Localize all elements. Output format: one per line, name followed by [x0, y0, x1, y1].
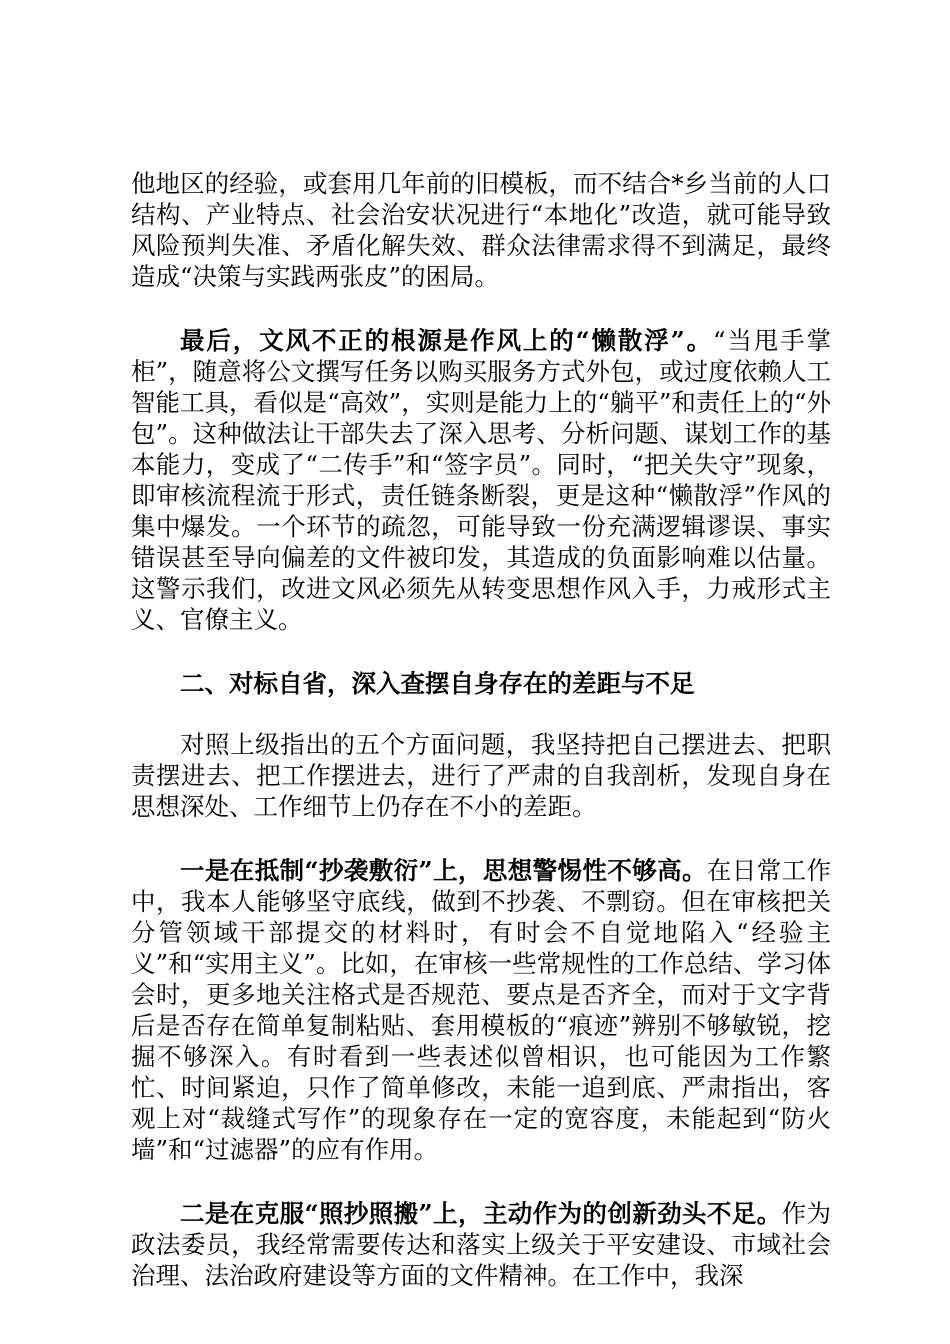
section-heading: 二、对标自省，深入查摆自身存在的差距与不足 — [180, 669, 695, 698]
paragraph-lead: 最后，文风不正的根源是作风上的“懒散浮”。 — [180, 326, 713, 355]
paragraph-intro: 对照上级指出的五个方面问题，我坚持把自己摆进去、把职责摆进去、把工作摆进去，进行了严肃的自我剖析，发现自身在思想深处、工作细节上仍存在不小的差距。 — [131, 730, 831, 821]
paragraph-point-two — [131, 1198, 831, 1291]
paragraph-root-cause — [131, 325, 831, 635]
paragraph-lead: 二是在克服“照抄照搬”上，主动作为的创新劲头不足。 — [180, 1199, 782, 1228]
paragraph-body: “当甩手掌柜”，随意将公文撰写任务以购买服务方式外包，或过度依赖人工智能工具，看似是“高效”，实则是能力上的“躺平”和责任上的“外包”。这种做法让干部失去了深入思考、分析问题、谋划工作的基本能力，变成了“二传手”和“签字员”。同时，“把关失守”现象，即审核流程流于形式，责任链条断裂，更是这种“懒散浮”作风的集中爆发。一个环节的疏忽，可能导致一份充满逻辑谬误、事实错误甚至导向偏差的文件被印发，其造成的负面影响难以估量。这警示我们，改进文风必须先从转变思想作风入手，力戒形式主义、官僚主义。 — [131, 326, 831, 634]
paragraph-continued: 他地区的经验，或套用几年前的旧模板，而不结合*乡当前的人口结构、产业特点、社会治安状况进行“本地化”改造，就可能导致风险预判失准、矛盾化解失效、群众法律需求得不到满足，最终造成“决策与实践两张皮”的困局。 — [131, 169, 831, 291]
paragraph-point-one — [131, 855, 831, 1165]
paragraph-body: 作为政法委员，我经常需要传达和落实上级关于平安建设、市域社会治理、法治政府建设等方面的文件精神。在工作中，我深 — [131, 1199, 832, 1290]
document-page — [131, 168, 831, 1324]
paragraph-body: 在日常工作中，我本人能够坚守底线，做到不抄袭、不剽窃。但在审核把关分管领域干部提交的材料时，有时会不自觉地陷入“经验主义”和“实用主义”。比如，在审核一些常规性的工作总结、学习体会时，更多地关注格式是否规范、要点是否齐全，而对于文字背后是否存在简单复制粘贴、套用模板的“痕迹”辨别不够敏锐，挖掘不够深入。有时看到一些表述似曾相识，也可能因为工作繁忙、时间紧迫，只作了简单修改，未能一追到底、严肃指出，客观上对“裁缝式写作”的现象存在一定的宽容度，未能起到“防火墙”和“过滤器”的应有作用。 — [131, 856, 832, 1164]
paragraph-lead: 一是在抵制“抄袭敷衍”上，思想警惕性不够高。 — [180, 856, 707, 885]
